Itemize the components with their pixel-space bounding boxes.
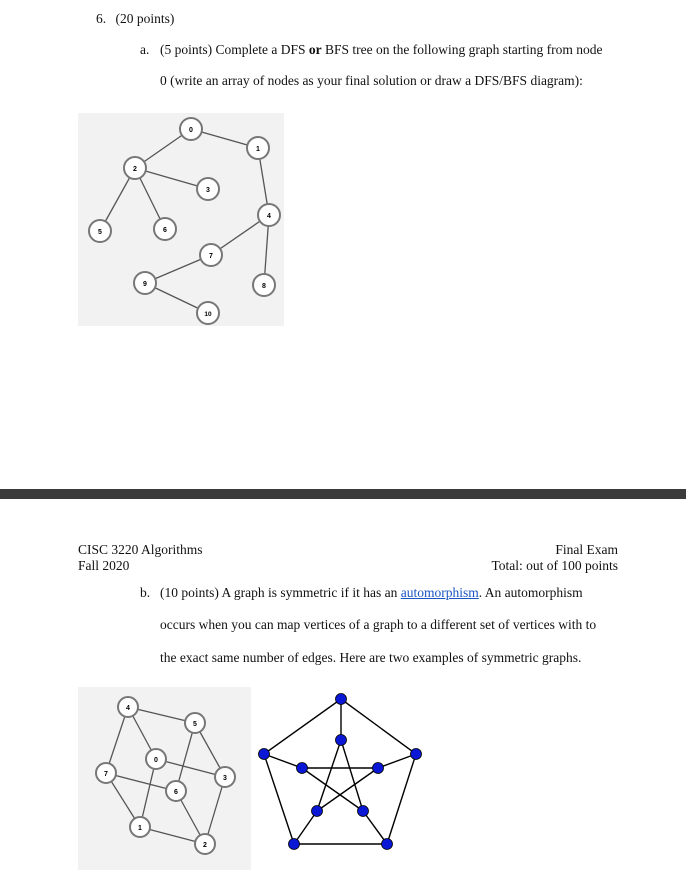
part-a-line1-or: or (308, 42, 322, 57)
cube-node-5-label: 5 (193, 721, 197, 728)
graph-a-panel (78, 113, 284, 326)
node-7 (200, 244, 222, 266)
petersen-inner-node-5 (297, 763, 308, 774)
node-1-label: 1 (256, 146, 260, 153)
automorphism-link[interactable]: automorphism (400, 585, 479, 600)
cube-node-0 (146, 749, 166, 769)
node-4-label: 4 (267, 213, 271, 220)
part-b-line1-pre: (10 points) A graph is symmetric if it has an (160, 585, 401, 600)
term-label: Fall 2020 (78, 558, 130, 573)
question-number-label: 6. (96, 11, 107, 26)
cube-node-0-label: 0 (154, 757, 158, 764)
petersen-outer-node-5 (259, 749, 270, 760)
part-a-line1-pre: (5 points) Complete a DFS (160, 42, 309, 57)
cube-node-2-label: 2 (203, 842, 207, 849)
cube-graph (78, 687, 251, 870)
part-a-line1-post: BFS tree on the following graph starting from node (321, 42, 603, 57)
petersen-inner-node-2 (373, 763, 384, 774)
cube-node-7-label: 7 (104, 771, 108, 778)
total-points: Total: out of 100 points (491, 558, 618, 573)
node-9-label: 9 (143, 281, 147, 288)
star-edge-1 (341, 740, 363, 811)
petersen-outer-pentagon (264, 699, 416, 844)
question-number (96, 11, 174, 27)
node-10 (197, 302, 219, 324)
part-b-line1 (160, 585, 583, 601)
cube-node-5 (185, 713, 205, 733)
course-title: CISC 3220 Algorithms (78, 542, 203, 557)
part-a-letter: a. (140, 42, 150, 57)
node-4 (258, 204, 280, 226)
exam-title: Final Exam (555, 542, 618, 557)
part-b-line2: occurs when you can map vertices of a graph to a different set of vertices with to (160, 617, 597, 632)
node-2 (124, 157, 146, 179)
cube-node-2 (195, 834, 215, 854)
node-0-label: 0 (189, 127, 193, 134)
node-6-label: 6 (163, 227, 167, 234)
part-a-line2: 0 (write an array of nodes as your final solution or draw a DFS/BFS diagram): (160, 73, 583, 88)
graph-a (78, 113, 284, 326)
cube-node-3-label: 3 (223, 775, 227, 782)
node-3-label: 3 (206, 187, 210, 194)
petersen-outer-node-1 (336, 694, 347, 705)
petersen-outer-node-3 (382, 839, 393, 850)
spoke-left (264, 754, 302, 768)
spoke-bottom-left (294, 811, 317, 844)
part-a-line1 (160, 42, 602, 58)
node-10-label: 10 (204, 311, 212, 318)
node-0 (180, 118, 202, 140)
node-7-label: 7 (209, 253, 213, 260)
star-edge-5 (317, 740, 341, 811)
cube-node-7 (96, 763, 116, 783)
part-b-letter: b. (140, 585, 151, 600)
petersen-edges (264, 699, 416, 844)
spoke-right (378, 754, 416, 768)
node-6 (154, 218, 176, 240)
cube-node-4 (118, 697, 138, 717)
petersen-inner-node-1 (336, 735, 347, 746)
part-b-line3: the exact same number of edges. Here are two examples of symmetric graphs. (160, 650, 582, 665)
cube-node-1 (130, 817, 150, 837)
cube-node-6-label: 6 (174, 789, 178, 796)
cube-graph-panel (78, 687, 251, 870)
node-5-label: 5 (98, 229, 102, 236)
node-1 (247, 137, 269, 159)
cube-node-4-label: 4 (126, 705, 130, 712)
cube-node-6 (166, 781, 186, 801)
node-5 (89, 220, 111, 242)
part-b-line1-post: . An automorphism (478, 585, 583, 600)
petersen-outer-node-2 (411, 749, 422, 760)
node-3 (197, 178, 219, 200)
cube-graph-edges (106, 707, 225, 844)
page-divider (0, 489, 686, 499)
star-edge-4 (317, 768, 378, 811)
node-2-label: 2 (133, 166, 137, 173)
cube-node-3 (215, 767, 235, 787)
petersen-inner-node-3 (358, 806, 369, 817)
node-9 (134, 272, 156, 294)
graph-a-nodes (89, 118, 280, 324)
question-points: (20 points) (115, 11, 175, 26)
petersen-outer-node-4 (289, 839, 300, 850)
petersen-graph (250, 688, 435, 858)
graph-a-edges (100, 129, 269, 313)
spoke-bottom-right (363, 811, 387, 844)
star-edge-2 (302, 768, 363, 811)
petersen-nodes (259, 694, 422, 850)
petersen-inner-node-4 (312, 806, 323, 817)
node-8-label: 8 (262, 283, 266, 290)
cube-node-1-label: 1 (138, 825, 142, 832)
node-8 (253, 274, 275, 296)
